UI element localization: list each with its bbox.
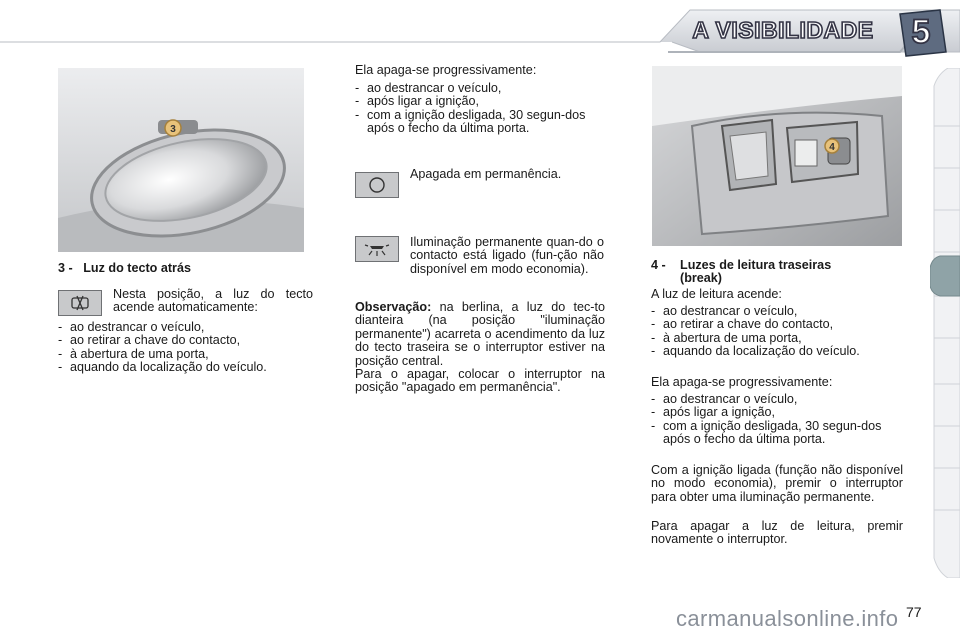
- interior-light-on-icon: [355, 236, 399, 262]
- photo-rear-reading-lights: [652, 66, 902, 246]
- list-item: - ao destrancar o veículo,: [651, 393, 905, 406]
- reading-light-intro: A luz de leitura acende:: [651, 287, 782, 301]
- permanent-lighting-instruction: Com a ignição ligada (função não disponível no modo economia), premir o interruptor para obter uma iluminação permanente.: [651, 463, 903, 504]
- fade-intro: Ela apaga-se progressivamente:: [355, 63, 537, 77]
- page-title: A VISIBILIDADE: [692, 17, 874, 43]
- list-item: - aquando da localização do veículo.: [651, 345, 911, 358]
- photo-label-3: 3: [170, 124, 176, 135]
- watermark: carmanualsonline.info: [676, 606, 899, 631]
- list-item: - ao destrancar o veículo,: [58, 321, 318, 334]
- permanent-description: Iluminação permanente quan-do o contacto está ligado (fun-ção não disponível em modo economia).: [410, 235, 604, 276]
- list-item: - após ligar a ignição,: [355, 95, 605, 108]
- switch-off-instruction: Para o apagar, colocar o interruptor na posição "apagado em permanência".: [355, 367, 605, 395]
- heading-number: 3 -: [58, 261, 73, 275]
- list-item: - ao destrancar o veículo,: [355, 82, 605, 95]
- photo-rear-ceiling-light: [58, 68, 304, 252]
- circle-off-icon: [355, 172, 399, 198]
- fade-conditions-list: [355, 82, 605, 136]
- section-heading-3: [58, 262, 308, 275]
- observation-note: [355, 301, 605, 368]
- photo-label-4: 4: [829, 142, 835, 153]
- reading-light-on-list: [651, 305, 911, 359]
- list-item: - ao destrancar o veículo,: [651, 305, 911, 318]
- list-item: - à abertura de uma porta,: [651, 332, 911, 345]
- chapter-number: 5: [911, 13, 931, 51]
- list-item: - após ligar a ignição,: [651, 406, 905, 419]
- list-item: - com a ignição desligada, 30 segun-dos após o fecho da última porta.: [651, 420, 893, 447]
- list-item: - à abertura de uma porta,: [58, 348, 318, 361]
- auto-conditions-list: [58, 321, 318, 375]
- observation-label: Observação:: [355, 300, 432, 314]
- reading-light-fade-intro: Ela apaga-se progressivamente:: [651, 375, 833, 389]
- off-description: Apagada em permanência.: [410, 167, 562, 181]
- heading-text: Luz do tecto atrás: [83, 261, 191, 275]
- heading-number: 4 -: [651, 258, 666, 272]
- list-item: - com a ignição desligada, 30 segun-dos após o fecho da última porta.: [355, 109, 593, 136]
- switch-off-reading-light: Para apagar a luz de leitura, premir novamente o interruptor.: [651, 519, 903, 547]
- auto-description: Nesta posição, a luz do tecto acende automaticamente:: [113, 287, 313, 315]
- observation-text: na berlina, a luz do tec-to dianteira (na posição "iluminação permanente") acarreta o acendimento da luz do tecto traseira se o interruptor estiver na posição central.: [355, 300, 605, 368]
- heading-text: Luzes de leitura traseiras (break): [680, 258, 832, 286]
- list-item: - aquando da localização do veículo.: [58, 361, 318, 374]
- page-number: 77: [906, 604, 922, 620]
- list-item: - ao retirar a chave do contacto,: [58, 334, 318, 347]
- chapter-tabs: [930, 68, 960, 578]
- interior-light-auto-icon: [58, 290, 102, 316]
- list-item: - ao retirar a chave do contacto,: [651, 318, 911, 331]
- reading-light-fade-list: [651, 393, 905, 447]
